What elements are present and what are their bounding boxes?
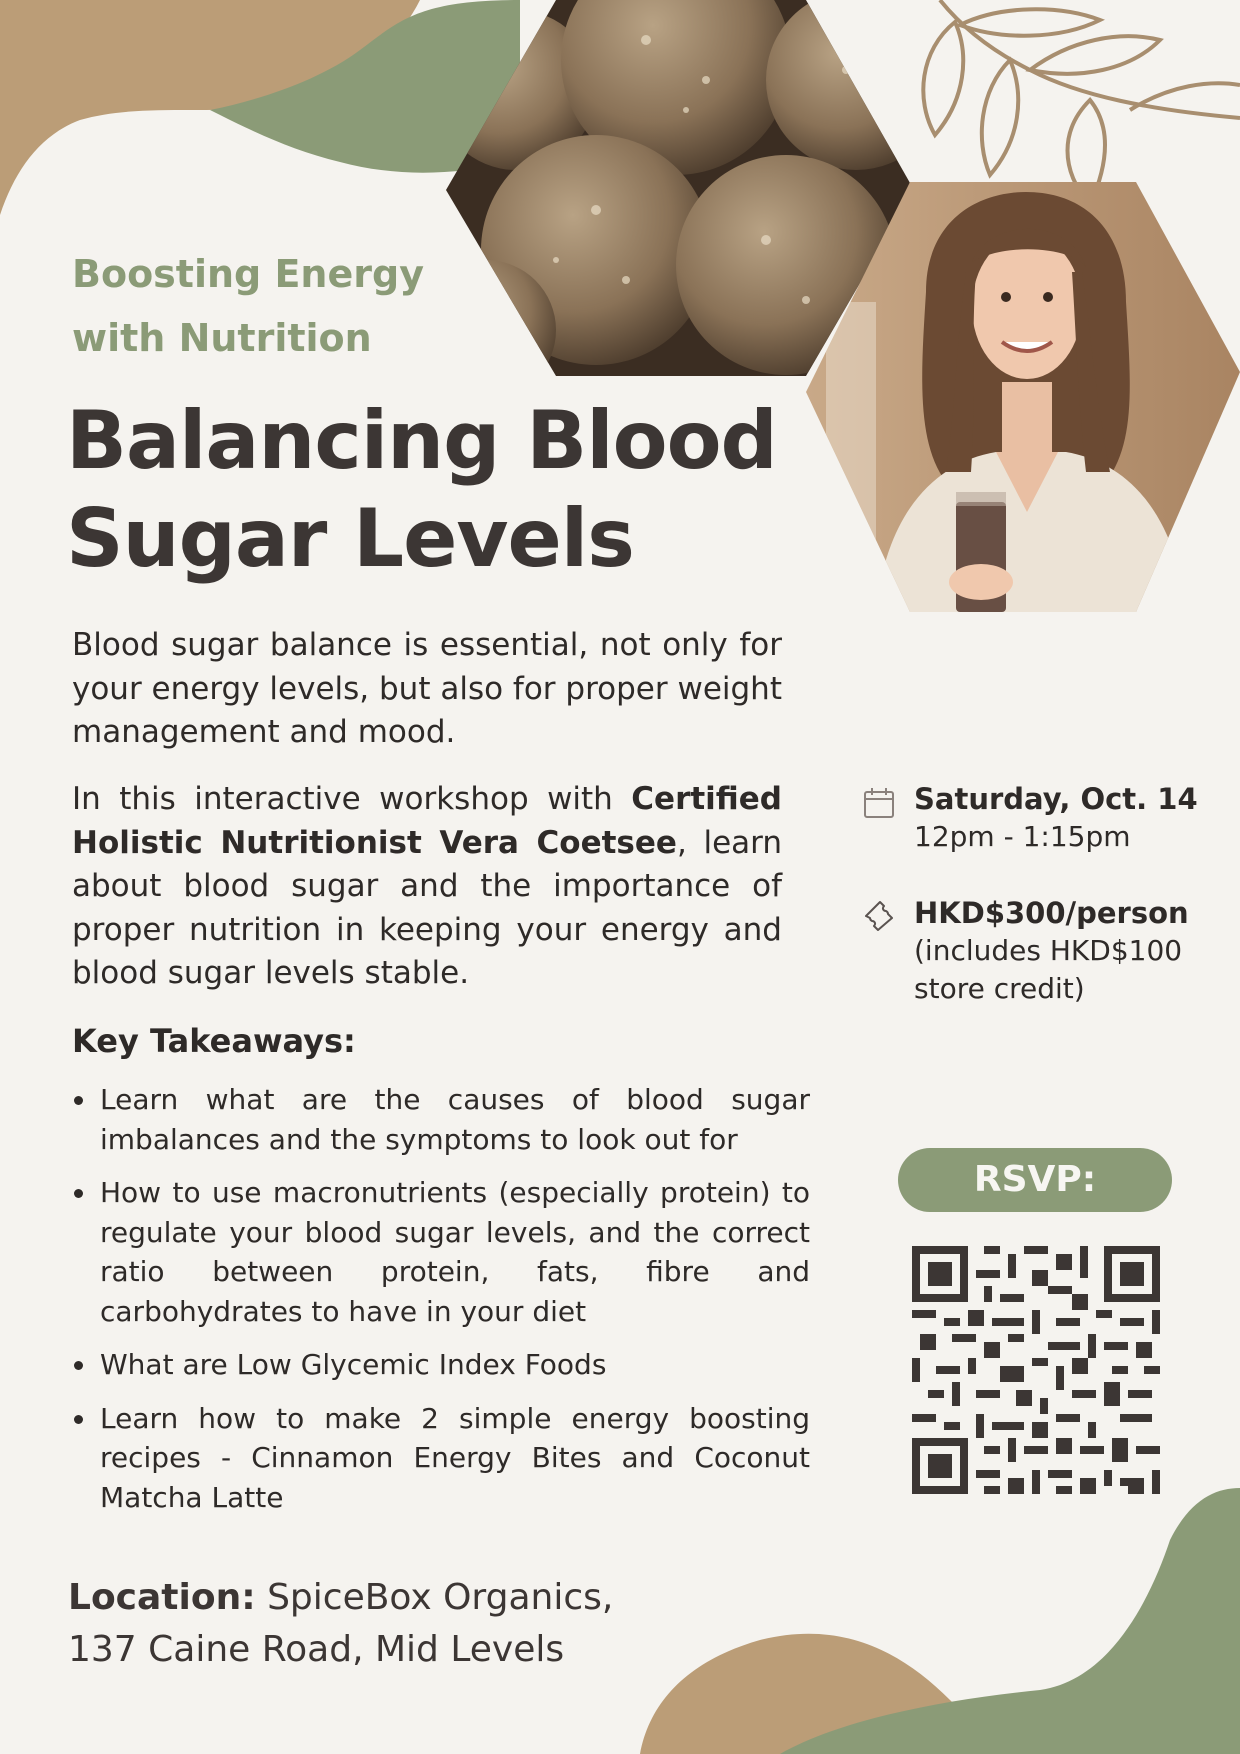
- price-note-line-1: (includes HKD$100: [914, 934, 1183, 967]
- takeaway-text: How to use macronutrients (especially protein) to regulate your blood sugar levels, and the correct ratio between protein, fats, fibre and carbohydrates to have in your diet: [100, 1176, 810, 1328]
- takeaway-text: Learn what are the causes of blood sugar imbalances and the symptoms to look out for: [100, 1083, 810, 1156]
- title-line-1: Balancing Blood: [66, 394, 777, 487]
- calendar-icon: [862, 786, 896, 820]
- bullet-icon: [74, 1415, 83, 1424]
- takeaway-text: What are Low Glycemic Index Foods: [100, 1348, 607, 1381]
- key-takeaways-heading: Key Takeaways:: [72, 1022, 356, 1060]
- nutritionist-name: Certified Holistic Nutritionist Vera Coetsee: [72, 781, 782, 861]
- price-note-line-2: store credit): [914, 972, 1085, 1005]
- location-label: Location:: [68, 1577, 256, 1618]
- event-price: HKD$300/person: [914, 896, 1189, 930]
- subtitle: [72, 242, 492, 370]
- page-title: [66, 392, 786, 588]
- location-line-1: SpiceBox Organics,: [267, 1577, 614, 1618]
- event-time: 12pm - 1:15pm: [914, 820, 1131, 853]
- title-line-2: Sugar Levels: [66, 492, 634, 585]
- subtitle-line-2: with Nutrition: [72, 316, 372, 360]
- bullet-icon: [74, 1189, 83, 1198]
- location-line-2: 137 Caine Road, Mid Levels: [68, 1629, 565, 1670]
- nutritionist-portrait: [806, 182, 1240, 612]
- rsvp-qr-code[interactable]: [912, 1246, 1160, 1494]
- workshop-description: [72, 778, 782, 996]
- subtitle-line-1: Boosting Energy: [72, 252, 424, 296]
- rsvp-button[interactable]: RSVP:: [898, 1148, 1172, 1212]
- list-item: [72, 1345, 810, 1385]
- list-item: [72, 1173, 810, 1331]
- leaf-branch-decoration: [923, 0, 1240, 205]
- event-date-block: [914, 780, 1214, 856]
- intro-paragraph: Blood sugar balance is essential, not only for your energy levels, but also for proper weight management and mood.: [72, 627, 782, 750]
- key-takeaways-list: [72, 1080, 810, 1531]
- list-item: [72, 1399, 810, 1518]
- location-block: [68, 1572, 688, 1676]
- description-text-end: , learn about blood sugar and the importance of proper nutrition in keeping your energy and blood sugar levels stable.: [72, 824, 782, 991]
- event-price-block: [914, 894, 1224, 1008]
- bullet-icon: [74, 1361, 83, 1370]
- takeaway-text: Learn how to make 2 simple energy boosting recipes - Cinnamon Energy Bites and Coconut Matcha Latte: [100, 1401, 810, 1514]
- event-date: Saturday, Oct. 14: [914, 782, 1198, 816]
- description-text-start: In this interactive workshop with: [72, 781, 632, 817]
- bullet-icon: [74, 1096, 83, 1105]
- ticket-icon: [862, 898, 896, 932]
- list-item: [72, 1080, 810, 1159]
